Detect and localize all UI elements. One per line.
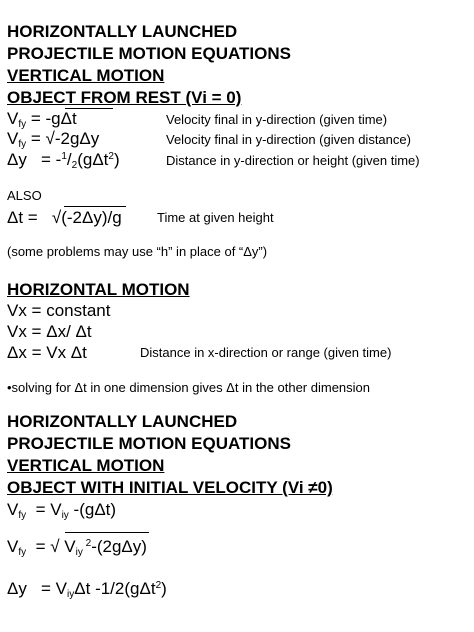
s2-eq-dx: Δx = Vx Δt	[7, 343, 87, 362]
s1-eq3-pre: = -	[41, 150, 62, 169]
s1-eq-dt	[7, 209, 122, 226]
s1-eq-vfy-distance	[7, 129, 100, 150]
s1-eq4-overline	[64, 206, 126, 207]
s1-eq2-v: V	[7, 129, 19, 148]
s2-eq3-description: Distance in x-direction or range (given time)	[140, 345, 392, 360]
s2-eq-vx-constant: Vx = constant	[7, 301, 111, 320]
s1-eq4-rhs: √(-2Δy)/g	[51, 208, 122, 227]
s1-eq1-rhs: = -gΔt	[30, 109, 77, 128]
s3-eq2-rsub: iy	[75, 547, 83, 558]
s3-eq3-rsub: iy	[67, 589, 75, 600]
s3-eq1-v: V	[7, 500, 19, 519]
s2-note: •solving for Δt in one dimension gives Δt in the other dimension	[7, 380, 370, 395]
s3-eq1-pre: = V	[35, 500, 62, 519]
s2-eq-vx: Vx = Δx/ Δt	[7, 322, 92, 341]
s3-eq3-lhs: Δy	[7, 579, 27, 598]
s1-eq-vfy-time	[7, 109, 77, 130]
s1-also-label: ALSO	[7, 188, 42, 203]
s1-eq1-v: V	[7, 109, 19, 128]
s1-eq1-description: Velocity final in y-direction (given time)	[166, 112, 388, 127]
s1-eq4-lhs: Δt =	[7, 208, 38, 227]
s1-eq3-post: (gΔt	[77, 150, 109, 169]
s1-eq2-sub: fy	[18, 139, 27, 150]
s3-eq1-rsub: iy	[61, 510, 69, 521]
s1-eq4-description: Time at given height	[157, 210, 274, 225]
section1-subtitle-rest: OBJECT FROM REST (Vi = 0)	[7, 88, 242, 107]
s1-eq3-lhs: Δy	[7, 150, 27, 169]
s3-eq-vfy-distance	[7, 537, 147, 558]
s1-eq3-num: 1	[61, 151, 67, 162]
section1-title-line2: PROJECTILE MOTION EQUATIONS	[7, 44, 291, 63]
s3-eq2-sub: fy	[18, 547, 27, 558]
s3-eq-vfy-time	[7, 500, 117, 521]
s3-eq3-mid: Δt -1/2(gΔt	[74, 579, 156, 598]
s1-eq1-sub: fy	[18, 119, 27, 130]
s3-eq1-sub: fy	[18, 510, 27, 521]
s1-eq3-close: )	[113, 150, 120, 169]
section3-subtitle-initial: OBJECT WITH INITIAL VELOCITY (Vi ≠0)	[7, 478, 333, 497]
s1-eq3-sq: 2	[108, 151, 114, 162]
section3-subtitle-vertical: VERTICAL MOTION	[7, 456, 165, 475]
s1-eq3-slash: /	[66, 150, 72, 169]
section3-title-line2: PROJECTILE MOTION EQUATIONS	[7, 434, 291, 453]
section1-title-line1: HORIZONTALLY LAUNCHED	[7, 22, 238, 41]
s3-eq2-post: -(2gΔy)	[91, 537, 147, 556]
s3-eq2-pre: = √ V	[35, 537, 76, 556]
s1-eq3-den: 2	[71, 160, 78, 171]
section3-title-line1: HORIZONTALLY LAUNCHED	[7, 412, 238, 431]
s1-eq-dy	[7, 150, 120, 171]
s3-eq3-pre: = V	[41, 579, 68, 598]
s1-eq1-overline	[65, 108, 113, 109]
s3-eq-dy	[7, 579, 167, 600]
s1-note: (some problems may use “h” in place of “Δy”)	[7, 244, 268, 259]
section2-title: HORIZONTAL MOTION	[7, 280, 190, 299]
s3-eq2-overline	[65, 532, 149, 533]
s3-eq3-close: )	[161, 579, 167, 598]
section1-subtitle-vertical: VERTICAL MOTION	[7, 66, 165, 85]
s3-eq3-sq: 2	[155, 580, 162, 591]
s1-eq2-rhs: = √-2gΔy	[30, 129, 100, 148]
s1-eq2-description: Velocity final in y-direction (given distance)	[166, 132, 411, 147]
s1-eq3-description: Distance in y-direction or height (given time)	[166, 153, 420, 168]
s3-eq2-v: V	[7, 537, 19, 556]
s3-eq1-post: -(gΔt)	[68, 500, 117, 519]
s3-eq2-sq: 2	[82, 538, 92, 549]
